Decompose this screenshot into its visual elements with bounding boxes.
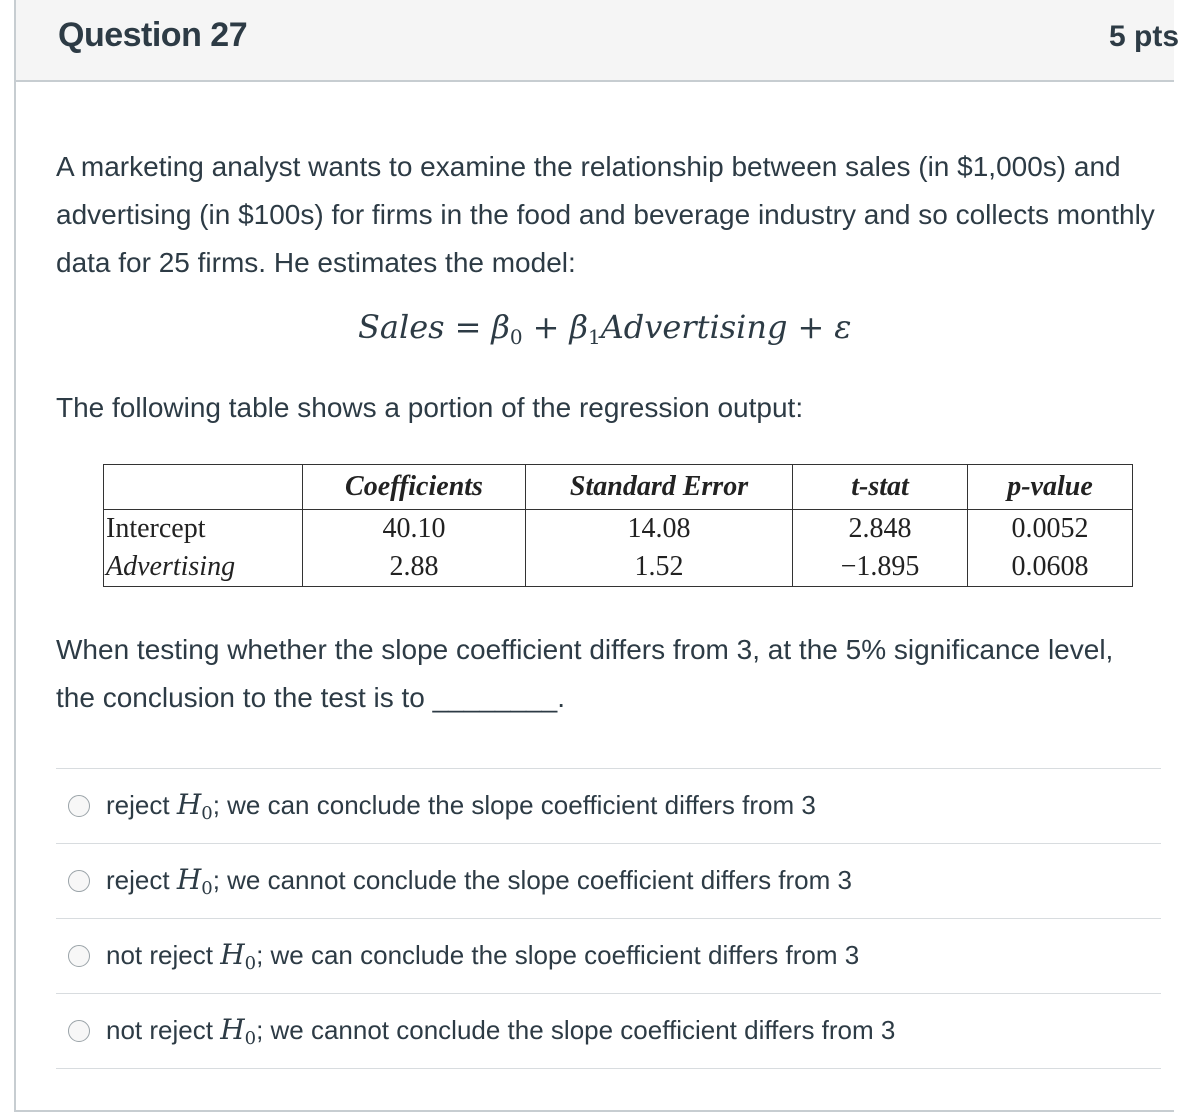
answer-option-3[interactable] (56, 919, 1161, 994)
table-header-std-error: Standard Error (526, 465, 793, 510)
answer-option-4[interactable] (56, 994, 1161, 1069)
table-header-coefficients: Coefficients (303, 465, 526, 510)
table-cell: 0.0052 (968, 510, 1133, 549)
table-header-row (104, 465, 1133, 510)
radio-button[interactable] (68, 1020, 90, 1042)
equation-plus1: + (532, 308, 560, 346)
question-title: Question 27 (58, 16, 248, 54)
table-cell: 0.0608 (968, 548, 1133, 587)
table-cell: 2.88 (303, 548, 526, 587)
answer-label[interactable]: reject $H_0$; we cannot conclude the slope coefficient differs from 3 (106, 863, 852, 899)
question-points: 5 pts (1109, 20, 1179, 53)
table-cell: Advertising (104, 548, 303, 587)
table-header-blank (104, 465, 303, 510)
equation-plus2: + (797, 308, 825, 346)
table-header-pvalue: p-value (968, 465, 1133, 510)
table-cell: −1.895 (793, 548, 968, 587)
table-cell: 14.08 (526, 510, 793, 549)
answer-label[interactable]: not reject $H_0$; we cannot conclude the slope coefficient differs from 3 (106, 1013, 896, 1049)
radio-button[interactable] (68, 795, 90, 817)
answer-option-2[interactable] (56, 844, 1161, 919)
equation-error: ε (834, 308, 852, 346)
answer-label[interactable]: reject $H_0$; we can conclude the slope coefficient differs from 3 (106, 788, 816, 824)
table-cell: 2.848 (793, 510, 968, 549)
equation-lhs: Sales (358, 308, 445, 346)
table-cell: Intercept (104, 510, 303, 549)
table-cell: 1.52 (526, 548, 793, 587)
table-header-tstat: t-stat (793, 465, 968, 510)
question-header (16, 0, 1179, 82)
table-cell: 40.10 (303, 510, 526, 549)
regression-equation (358, 308, 851, 349)
equation-sub1: 1 (587, 325, 601, 349)
answer-label[interactable]: not reject $H_0$; we can conclude the slope coefficient differs from 3 (106, 938, 860, 974)
table-row (104, 548, 1133, 587)
answer-list (56, 768, 1161, 1069)
table-row (104, 510, 1133, 549)
equation-equals: = (454, 308, 482, 346)
table-intro: The following table shows a portion of the regression output: (56, 392, 804, 423)
equation-sub0: 0 (509, 325, 523, 349)
question-stem: A marketing analyst wants to examine the relationship between sales (in $1,000s) and advertising (in $100s) for firms in the food and beverage industry and so collects monthly data for 25 firms. He estimates the model: (56, 151, 1155, 278)
answer-option-1[interactable] (56, 769, 1161, 844)
radio-button[interactable] (68, 870, 90, 892)
equation-var: Advertising (600, 308, 788, 346)
equation-beta1: β (569, 308, 588, 346)
regression-table (103, 464, 1133, 587)
question-prompt: When testing whether the slope coefficient differs from 3, at the 5% significance level, the conclusion to the test is to ________. (56, 634, 1114, 713)
equation-beta0: β (491, 308, 510, 346)
radio-button[interactable] (68, 945, 90, 967)
